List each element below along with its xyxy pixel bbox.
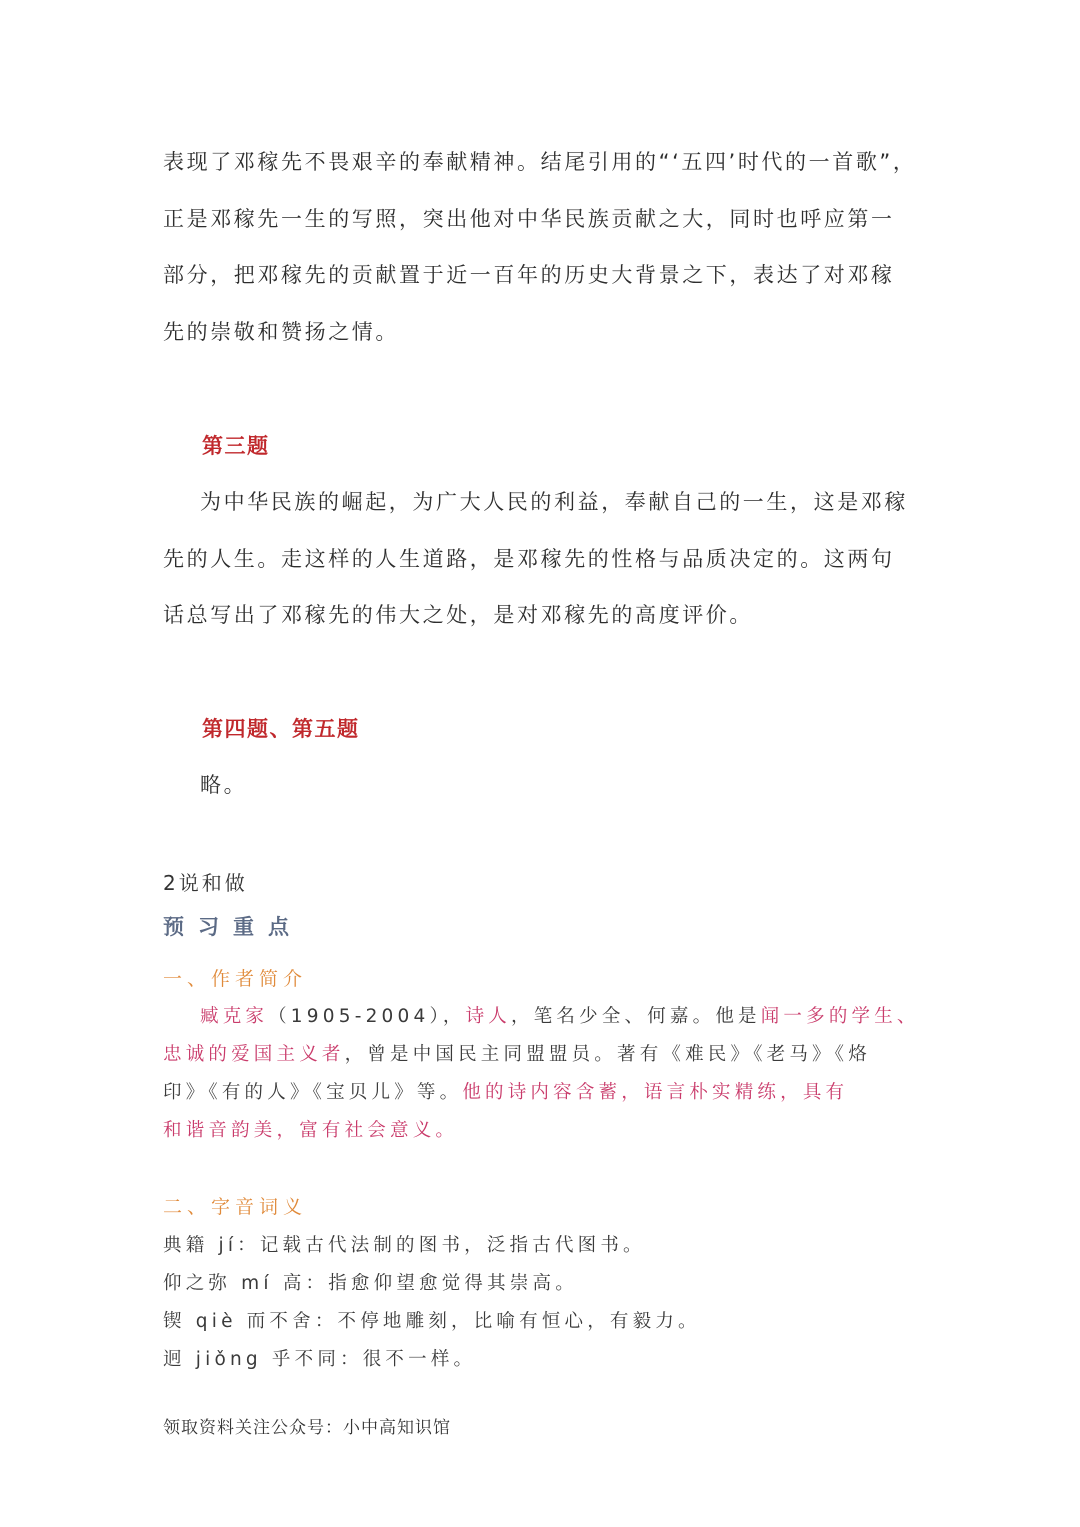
author-line-3 bbox=[163, 1078, 848, 1104]
author-section-heading: 一、作者简介 bbox=[163, 968, 308, 990]
footer-note: 领取资料关注公众号：小中高知识馆 bbox=[163, 1418, 451, 1438]
vocab-item: 迥 jiǒng 乎不同：很不一样。 bbox=[163, 1349, 477, 1370]
lesson-title: 2说和做 bbox=[163, 871, 248, 895]
para1-line-4: 先的崇敬和赞扬之情。 bbox=[163, 320, 399, 344]
q45-heading: 第四题、第五题 bbox=[202, 717, 360, 741]
q3-line-1: 为中华民族的崛起，为广大人民的利益，奉献自己的一生，这是邓稼 bbox=[200, 490, 908, 514]
q3-line-2: 先的人生。走这样的人生道路，是邓稼先的性格与品质决定的。这两句 bbox=[163, 547, 895, 571]
author-years: （1905-2004）， bbox=[268, 1006, 466, 1027]
vocab-item: 锲 qiè 而不舍：不停地雕刻，比喻有恒心，有毅力。 bbox=[163, 1311, 701, 1332]
preview-heading: 预习重点 bbox=[163, 915, 303, 939]
vocab-section-heading: 二、字音词义 bbox=[163, 1196, 308, 1218]
q3-heading: 第三题 bbox=[202, 434, 270, 458]
vocab-item: 仰之弥 mí 高：指愈仰望愈觉得其崇高。 bbox=[163, 1273, 578, 1294]
author-line-2 bbox=[163, 1040, 871, 1066]
author-pen-name: ，笔名少全、何嘉。他是 bbox=[511, 1006, 761, 1027]
author-role: 诗人 bbox=[465, 1006, 512, 1027]
para1-line-3: 部分，把邓稼先的贡献置于近一百年的历史大背景之下，表达了对邓稼 bbox=[163, 263, 895, 287]
author-works-cont: 印》《有的人》《宝贝儿》等。 bbox=[163, 1082, 463, 1103]
author-style: 他的诗内容含蓄，语言朴实精练，具有 bbox=[462, 1082, 849, 1103]
author-line-4: 和谐音韵美，富有社会意义。 bbox=[163, 1120, 459, 1141]
author-works: ，曾是中国民主同盟盟员。著有《难民》《老马》《烙 bbox=[344, 1044, 871, 1065]
author-teacher: 闻一多的学生、 bbox=[760, 1006, 920, 1027]
vocab-item: 典籍 jí：记载古代法制的图书，泛指古代图书。 bbox=[163, 1235, 646, 1256]
q3-line-3: 话总写出了邓稼先的伟大之处，是对邓稼先的高度评价。 bbox=[163, 603, 753, 627]
author-patriot: 忠诚的爱国主义者 bbox=[163, 1044, 345, 1065]
para1-line-1: 表现了邓稼先不畏艰辛的奉献精神。结尾引用的“‘五四’时代的一首歌”， bbox=[163, 150, 917, 174]
author-line-1 bbox=[200, 1002, 920, 1028]
q45-text: 略。 bbox=[200, 773, 248, 797]
author-name: 臧克家 bbox=[200, 1006, 269, 1027]
para1-line-2: 正是邓稼先一生的写照，突出他对中华民族贡献之大，同时也呼应第一 bbox=[163, 207, 895, 231]
